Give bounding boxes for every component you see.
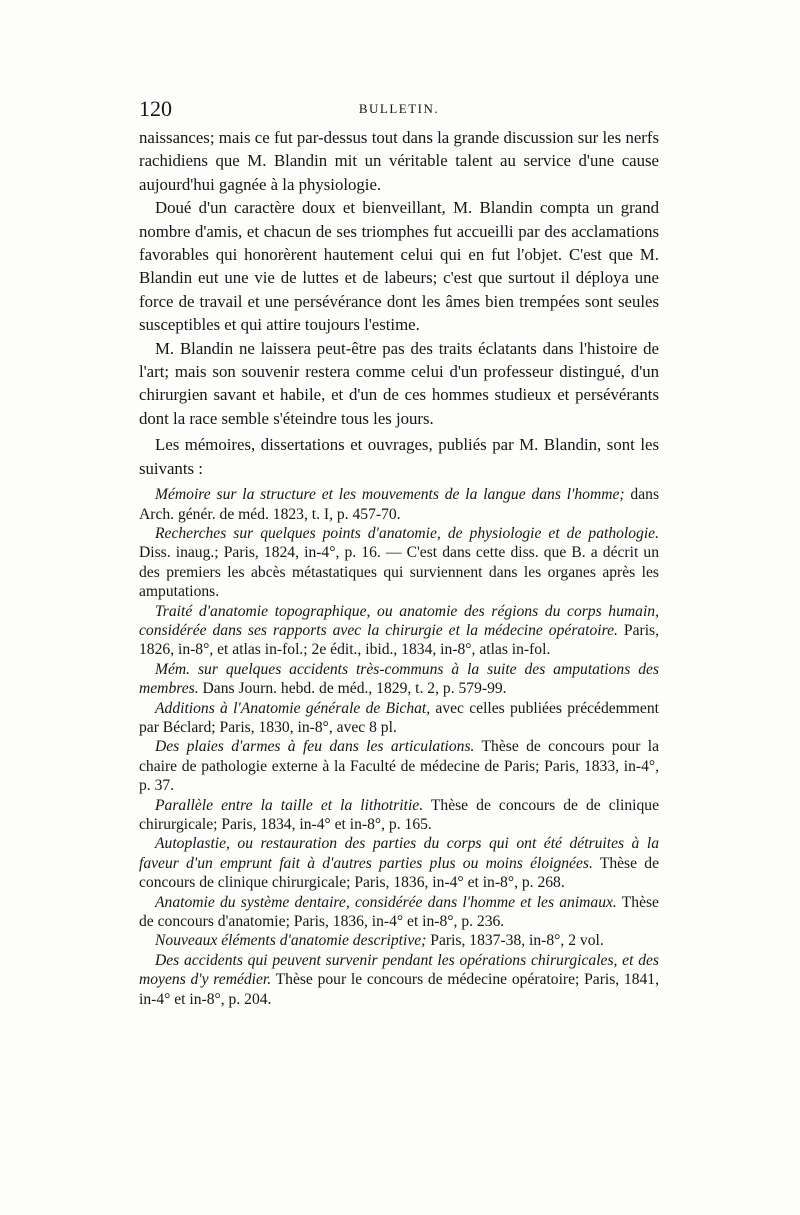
page-body [139, 126, 659, 1009]
bibliography-entry [139, 737, 659, 795]
bibliography-list [139, 485, 659, 1009]
page-number: 120 [139, 96, 172, 121]
entry-title: Parallèle entre la taille et la lithotritie. [155, 796, 424, 814]
entry-title: Mém. sur quelques accidents très-communs à la suite des amputations des membres. [139, 660, 659, 698]
page-header [139, 96, 659, 122]
entry-title: Anatomie du système dentaire, considérée dans l'homme et les animaux. [155, 893, 617, 911]
bibliography-entry [139, 602, 659, 660]
entry-details: Diss. inaug.; Paris, 1824, in-4°, p. 16. — C'est dans cette diss. que B. a décrit un des premiers les abcès métastatiques qui surviennent dans les organes après les amputations. [139, 544, 659, 601]
entry-details: Thèse de concours pour la chaire de pathologie externe à la Faculté de médecine de Paris; Paris, 1833, in-4°, p. 37. [139, 738, 659, 795]
entry-title: Nouveaux éléments d'anatomie descriptive; [155, 932, 427, 950]
paragraph-character: Doué d'un caractère doux et bienveillant, M. Blandin compta un grand nombre d'amis, et chacun de ses triomphes fut accueilli par des acclamations favorables qui honorèrent hautement celui qui en fut l'objet. C'est que M. Blandin eut une vie de luttes et de labeurs; c'est que surtout il déploya une force de travail et une persévérance dont les âmes bien trempées sont seules susceptibles et qui attire toujours l'estime. [139, 198, 659, 335]
bibliography-entry [139, 834, 659, 892]
entry-details: Paris, 1826, in-8°, et atlas in-fol.; 2e édit., ibid., 1834, in-8°, atlas in-fol. [139, 621, 659, 659]
bibliography-entry [139, 660, 659, 699]
paragraph-legacy: M. Blandin ne laissera peut-être pas des traits éclatants dans l'histoire de l'art; mais son souvenir restera comme celui d'un professeur distingué, d'un chirurgien savant et habile, et d'un de ces hommes studieux et persévérants dont la race semble s'éteindre tous les jours. [139, 338, 659, 428]
entry-details: avec celles publiées précédemment par Béclard; Paris, 1830, in-8°, avec 8 pl. [139, 699, 659, 736]
entry-title: Autoplastie, ou restauration des parties du corps qui ont été détruites à la faveur d'un emprunt fait à d'autres parties plus ou moins éloignées. [139, 835, 659, 872]
bibliography-entry [139, 893, 659, 932]
bibliography-entry [139, 796, 659, 835]
entry-title: Additions à l'Anatomie générale de Bichat, [155, 699, 431, 717]
entry-details: Thèse pour le concours de médecine opératoire; Paris, 1841, in-4° et in-8°, p. 204. [139, 971, 659, 1008]
bibliography-entry [139, 951, 659, 1009]
entry-title: Recherches sur quelques points d'anatomie, de physiologie et de pathologie. [155, 524, 659, 542]
bibliography-entry [139, 485, 659, 524]
paragraph-continuation: naissances; mais ce fut par-dessus tout dans la grande discussion sur les nerfs rachidiens que M. Blandin mit un véritable talent au service d'une cause aujourd'hui gagnée à la physiologie. [139, 128, 659, 194]
bibliography-entry [139, 524, 659, 602]
entry-details: Paris, 1837-38, in-8°, 2 vol. [426, 932, 604, 950]
entry-title: Mémoire sur la structure et les mouvements de la langue dans l'homme; [155, 486, 625, 504]
bibliography-entry [139, 931, 659, 950]
entry-title: Des plaies d'armes à feu dans les articulations. [155, 738, 475, 756]
running-title: BULLETIN. [358, 101, 440, 116]
entry-title: Des accidents qui peuvent survenir pendant les opérations chirurgicales, et des moyens d'y remédier. [139, 951, 659, 989]
entry-details: Thèse de concours de clinique chirurgicale; Paris, 1836, in-4° et in-8°, p. 268. [139, 854, 659, 892]
paragraph-works-intro: Les mémoires, dissertations et ouvrages, publiés par M. Blandin, sont les suivants : [139, 435, 659, 478]
entry-details: dans Arch. génér. de méd. 1823, t. I, p. 457-70. [139, 486, 660, 523]
bibliography-entry [139, 699, 659, 738]
entry-details: Thèse de concours d'anatomie; Paris, 1836, in-4° et in-8°, p. 236. [139, 893, 659, 931]
entry-details: Thèse de concours de de clinique chirurgicale; Paris, 1834, in-4° et in-8°, p. 165. [139, 796, 659, 833]
entry-details: Dans Journ. hebd. de méd., 1829, t. 2, p. 579-99. [198, 680, 507, 698]
entry-title: Traité d'anatomie topographique, ou anatomie des régions du corps humain, considérée dans ses rapports avec la chirurgie et la médecine opératoire. [139, 602, 659, 639]
